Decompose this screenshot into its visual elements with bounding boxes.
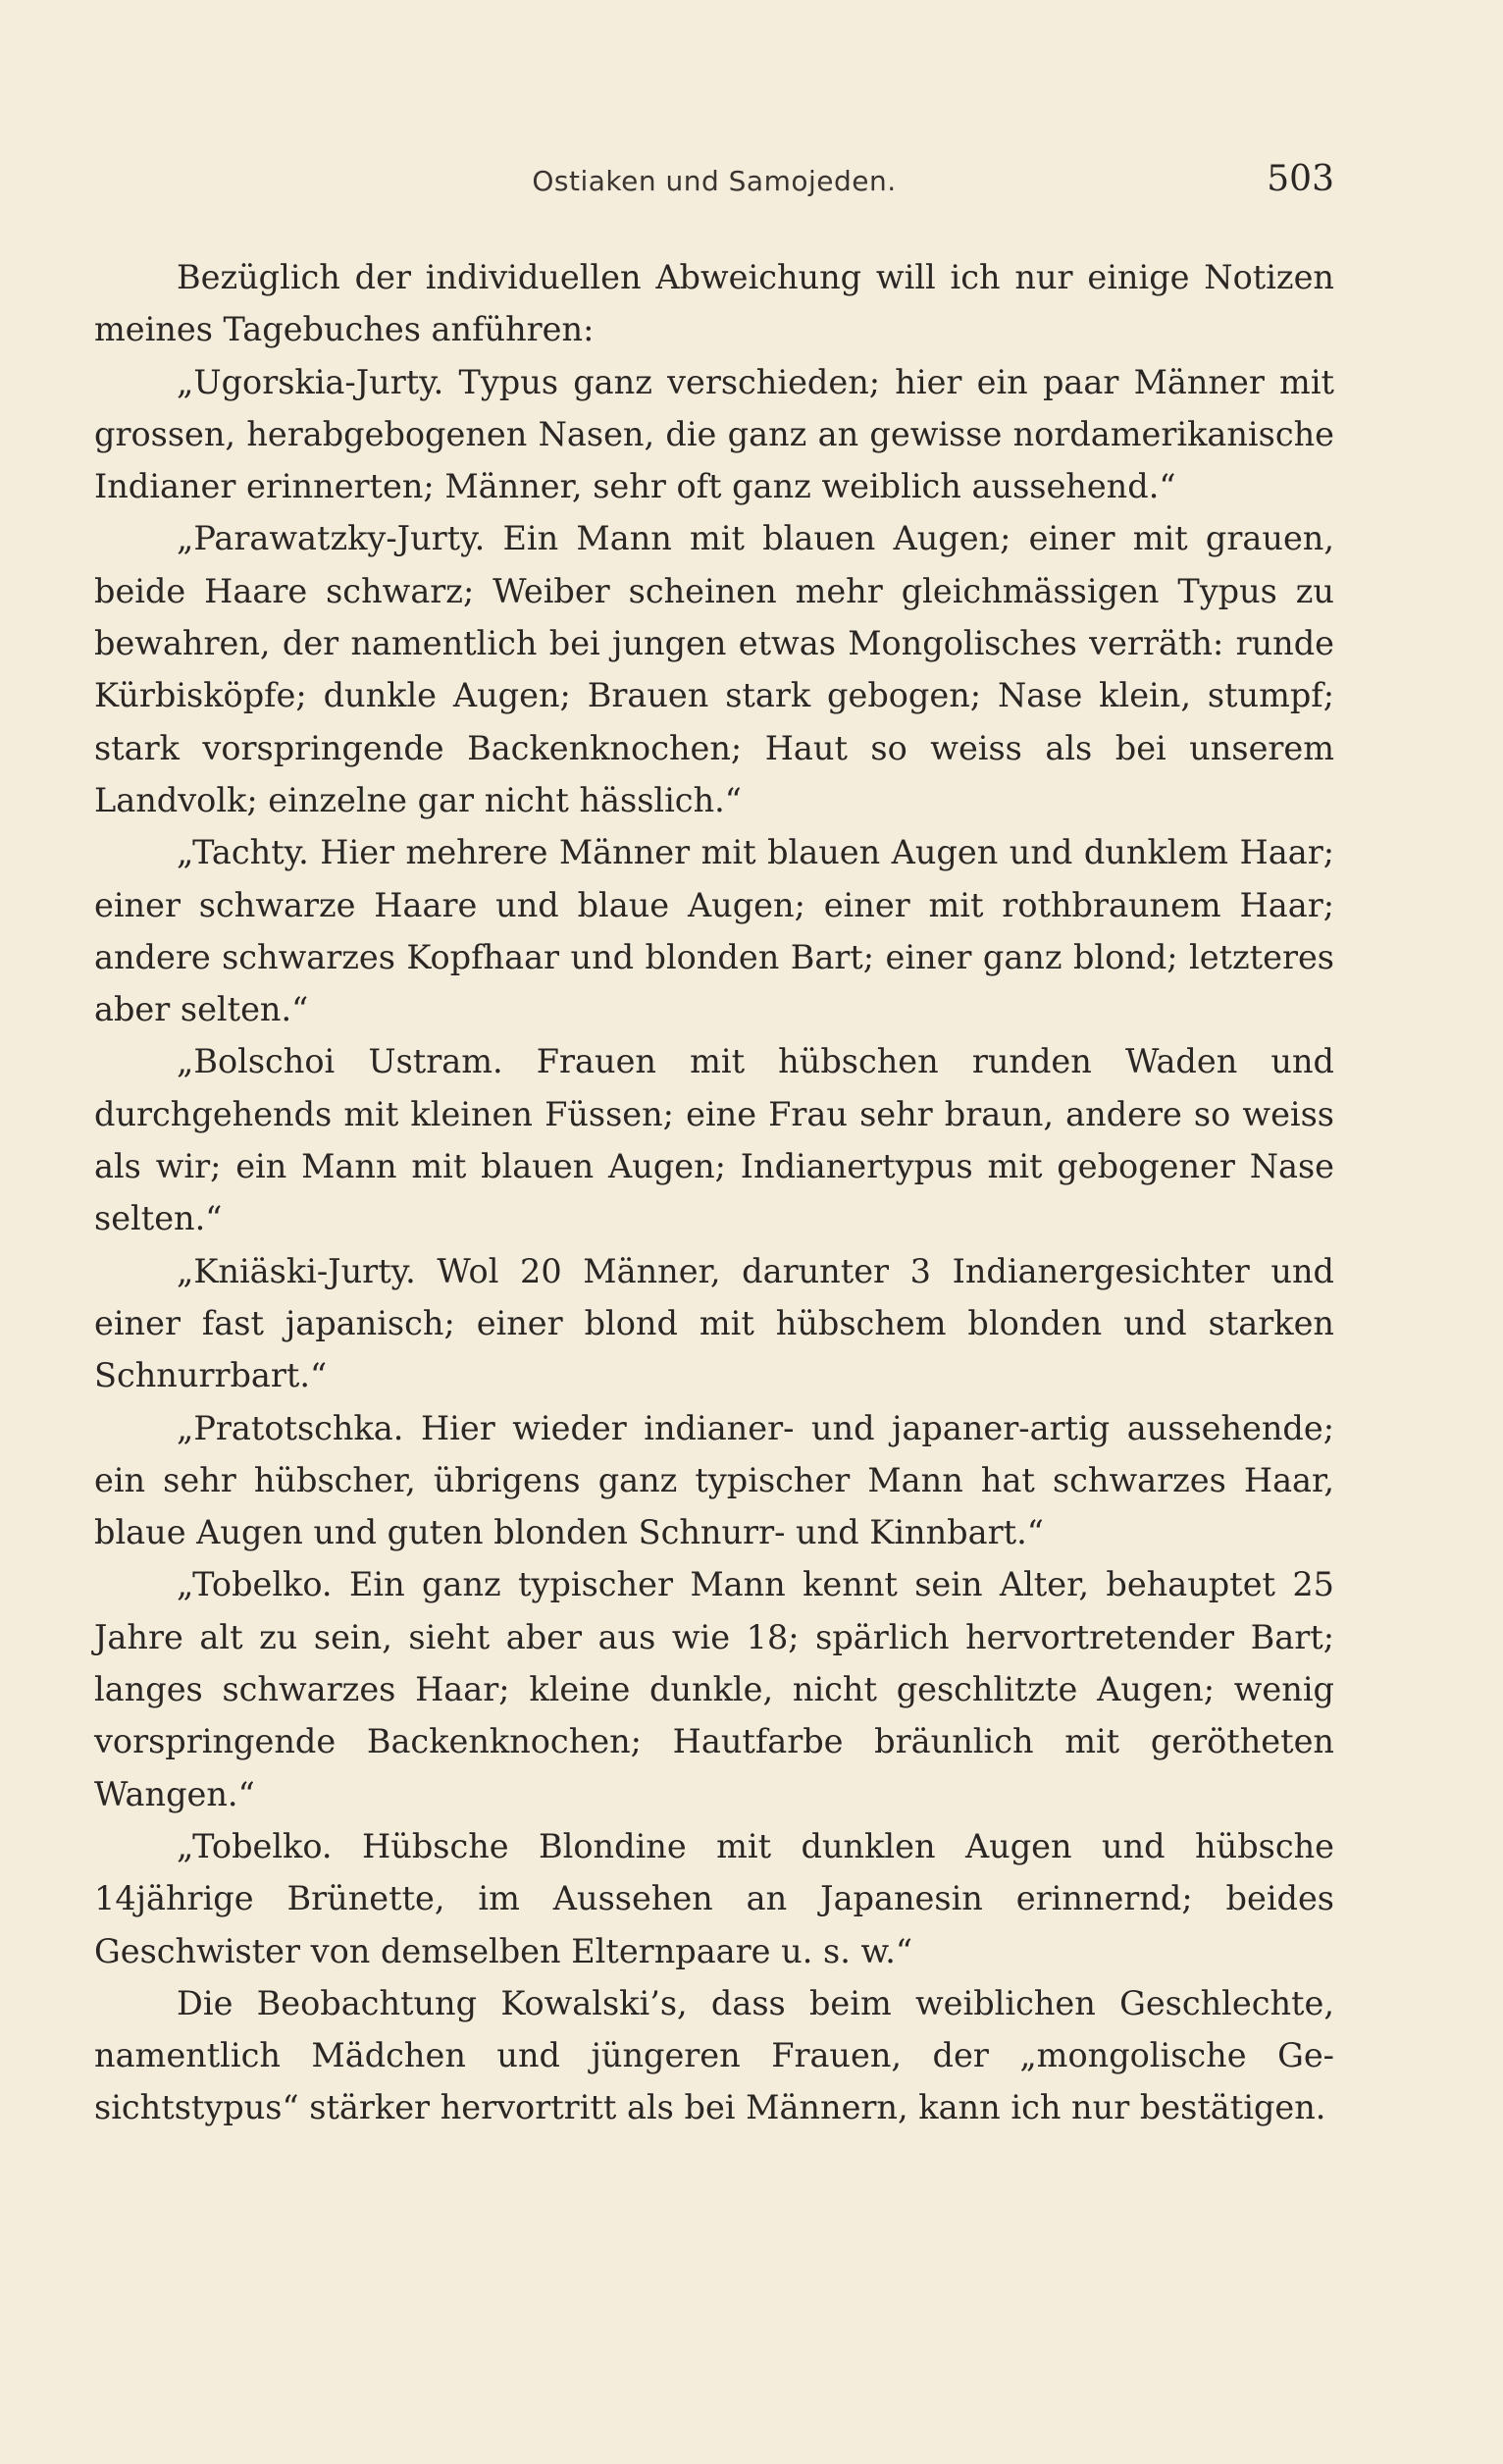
page-header <box>94 159 1334 208</box>
paragraph-tachty: „Tachty. Hier mehrere Männer mit blauen Augen und dunklem Haar; einer schwarze Haare und blaue Augen; einer mit rothbraunem Haar; andere schwarzes Kopfhaar und blonden Bart; einer ganz blond; letzteres aber selten.“ <box>94 833 1334 1029</box>
paragraph-intro: Bezüglich der individuellen Abweichung will ich nur einige Notizen meines Tagebuches anführen: <box>94 258 1334 349</box>
paragraph-parawatzky-jurty: „Parawatzky-Jurty. Ein Mann mit blauen Augen; einer mit grauen, beide Haare schwarz; Weiber scheinen mehr gleichmässigen Typus zu bewahren, der namentlich bei jungen etwas Mongolisches verräth: runde Kürbisköpfe; dunkle Augen; Brauen stark gebogen; Nase klein, stumpf; stark vorspringende Backenknochen; Haut so weiss als bei unserem Landvolk; einzelne gar nicht hässlich.“ <box>94 519 1334 819</box>
paragraph-pratotschka: „Pratotschka. Hier wieder indianer- und japaner-artig aussehende; ein sehr hübscher, übrigens ganz typischer Mann hat schwarzes Haar, blaue Augen und guten blonden Schnurr- und Kinnbart.“ <box>94 1408 1334 1552</box>
body-text <box>94 251 1334 2134</box>
paragraph-kniaski-jurty: „Kniäski-Jurty. Wol 20 Männer, darunter 3 Indianergesichter und einer fast japanisch; einer blond mit hübschem blonden und starken Schnurrbart.“ <box>94 1251 1334 1395</box>
paragraph-conclusion: Die Beobachtung Kowalski’s, dass beim weiblichen Geschlechte, namentlich Mädchen und jüngeren Frauen, der „mongolische Gesichtstypus“ stärker hervortritt als bei Männern, kann ich nur bestätigen. <box>94 1983 1334 2127</box>
page-number: 503 <box>1267 159 1334 199</box>
paragraph-ugorskia-jurty: „Ugorskia-Jurty. Typus ganz verschieden; hier ein paar Männer mit grossen, herabgebogenen Nasen, die ganz an gewisse nordamerikanische Indianer erinnerten; Männer, sehr oft ganz weiblich aussehend.“ <box>94 362 1334 506</box>
paragraph-tobelko-man: „Tobelko. Ein ganz typischer Mann kennt sein Alter, behauptet 25 Jahre alt zu sein, sieht aber aus wie 18; spärlich hervortretender Bart; langes schwarzes Haar; kleine dunkle, nicht geschlitzte Augen; wenig vorspringende Backenknochen; Hautfarbe bräunlich mit gerötheten Wangen.“ <box>94 1565 1334 1813</box>
paragraph-tobelko-girls: „Tobelko. Hübsche Blondine mit dunklen Augen und hübsche 14jährige Brünette, im Aussehen an Japanesin erinnernd; beides Geschwister von demselben Elternpaare u. s. w.“ <box>94 1826 1334 1970</box>
paragraph-bolschoi-ustram: „Bolschoi Ustram. Frauen mit hübschen runden Waden und durchgehends mit kleinen Füssen; eine Frau sehr braun, andere so weiss als wir; ein Mann mit blauen Augen; Indianertypus mit gebogener Nase selten.“ <box>94 1042 1334 1238</box>
running-head: Ostiaken und Samojeden. <box>532 165 897 197</box>
